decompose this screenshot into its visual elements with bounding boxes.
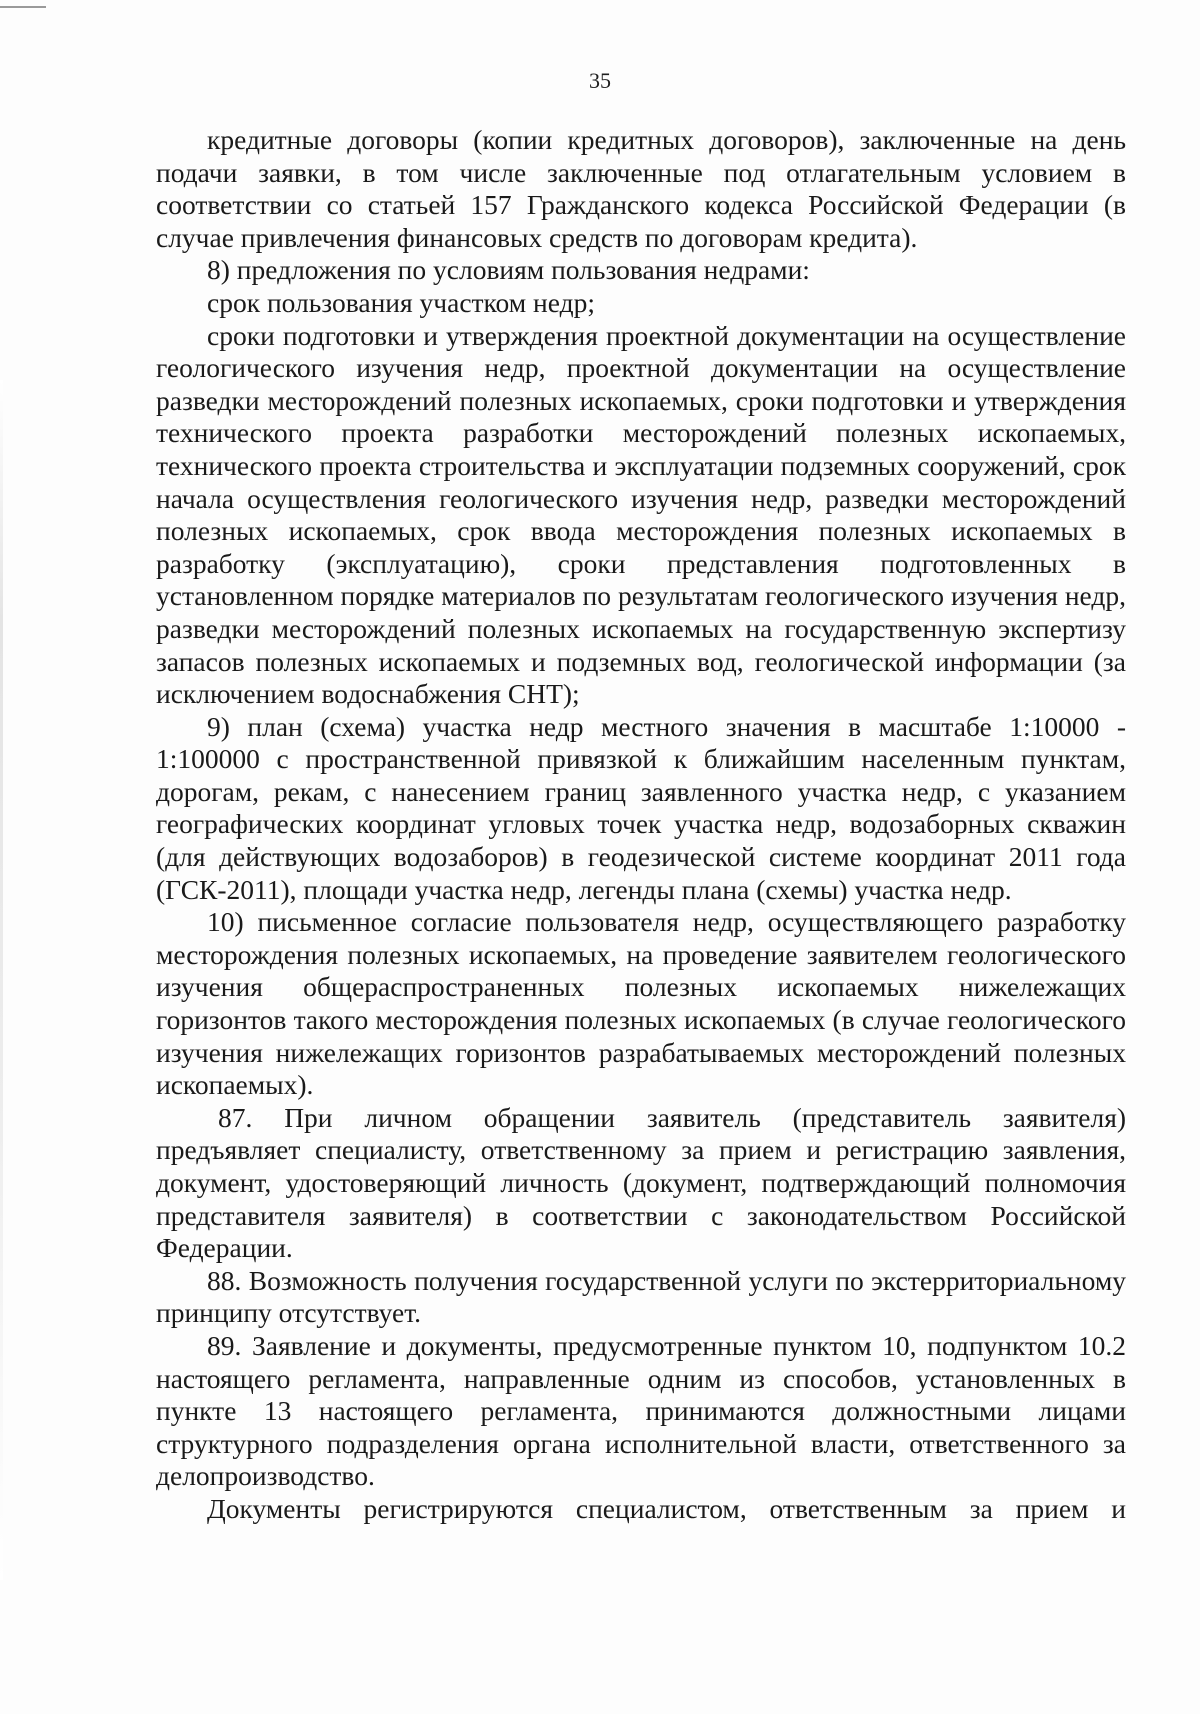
paragraph-clause-89: 89. Заявление и документы, предусмотренные пунктом 10, подпунктом 10.2 настоящего регламента, направленные одним из способов, установленных в пункте 13 настоящего регламента, принимаются должностными лицами структурного подразделения органа исполнительной власти, ответственного за делопроизводство. — [156, 1329, 1126, 1492]
paragraph-item-8-deadlines: сроки подготовки и утверждения проектной документации на осуществление геологического изучения недр, проектной документации на осуществление разведки месторождений полезных ископаемых, сроки подготовки и утверждения технического проекта разработки месторождений полезных ископаемых, технического проекта строительства и эксплуатации подземных сооружений, срок начала осуществления геологического изучения недр, разведки месторождений полезных ископаемых, срок ввода месторождения полезных ископаемых в разработку (эксплуатацию), сроки представления подготовленных в установленном порядке материалов по результатам геологического изучения недр, разведки месторождений полезных ископаемых на государственную экспертизу запасов полезных ископаемых и подземных вод, геологической информации (за исключением водоснабжения СНТ); — [156, 319, 1126, 710]
page-number: 35 — [589, 68, 611, 93]
paragraph-credit-contracts: кредитные договоры (копии кредитных договоров), заключенные на день подачи заявки, в том числе заключенные под отлагательным условием в соответствии со статьей 157 Гражданского кодекса Российской Федерации (в случае привлечения финансовых средств по договорам кредита). — [156, 124, 1126, 253]
paragraph-clause-88: 88. Возможность получения государственной услуги по экстерриториальному принципу отсутствует. — [156, 1264, 1126, 1329]
paragraph-item-8: 8) предложения по условиям пользования недрами: — [207, 254, 810, 286]
scan-mark — [0, 6, 46, 8]
body-text — [156, 124, 1126, 1526]
paragraph-item-9: 9) план (схема) участка недр местного значения в масштабе 1:10000 - 1:100000 с пространственной привязкой к ближайшим населенным пунктам, дорогам, рекам, с нанесением границ заявленного участка недр, с указанием географических координат угловых точек участка недр, водозаборных скважин (для действующих водозаборов) в геодезической системе координат 2011 года (ГСК-2011), площади участка недр, легенды плана (схемы) участка недр. — [156, 710, 1126, 905]
paragraph-item-10: 10) письменное согласие пользователя недр, осуществляющего разработку месторождения полезных ископаемых, на проведение заявителем геологического изучения общераспространенных полезных ископаемых нижележащих горизонтов такого месторождения полезных ископаемых (в случае геологического изучения нижележащих горизонтов разрабатываемых месторождений полезных ископаемых). — [156, 906, 1126, 1101]
paragraph-item-8-term: срок пользования участком недр; — [207, 286, 595, 318]
paragraph-clause-87: 87. При личном обращении заявитель (представитель заявителя) предъявляет специалисту, ответственному за прием и регистрацию заявления, документ, удостоверяющий личность (документ, подтверждающий полномочия представителя заявителя) в соответствии с законодательством Российской Федерации. — [156, 1101, 1126, 1264]
paragraph-registration: Документы регистрируются специалистом, ответственным за прием и — [207, 1492, 1126, 1524]
scan-edge-shadow — [0, 380, 3, 1580]
